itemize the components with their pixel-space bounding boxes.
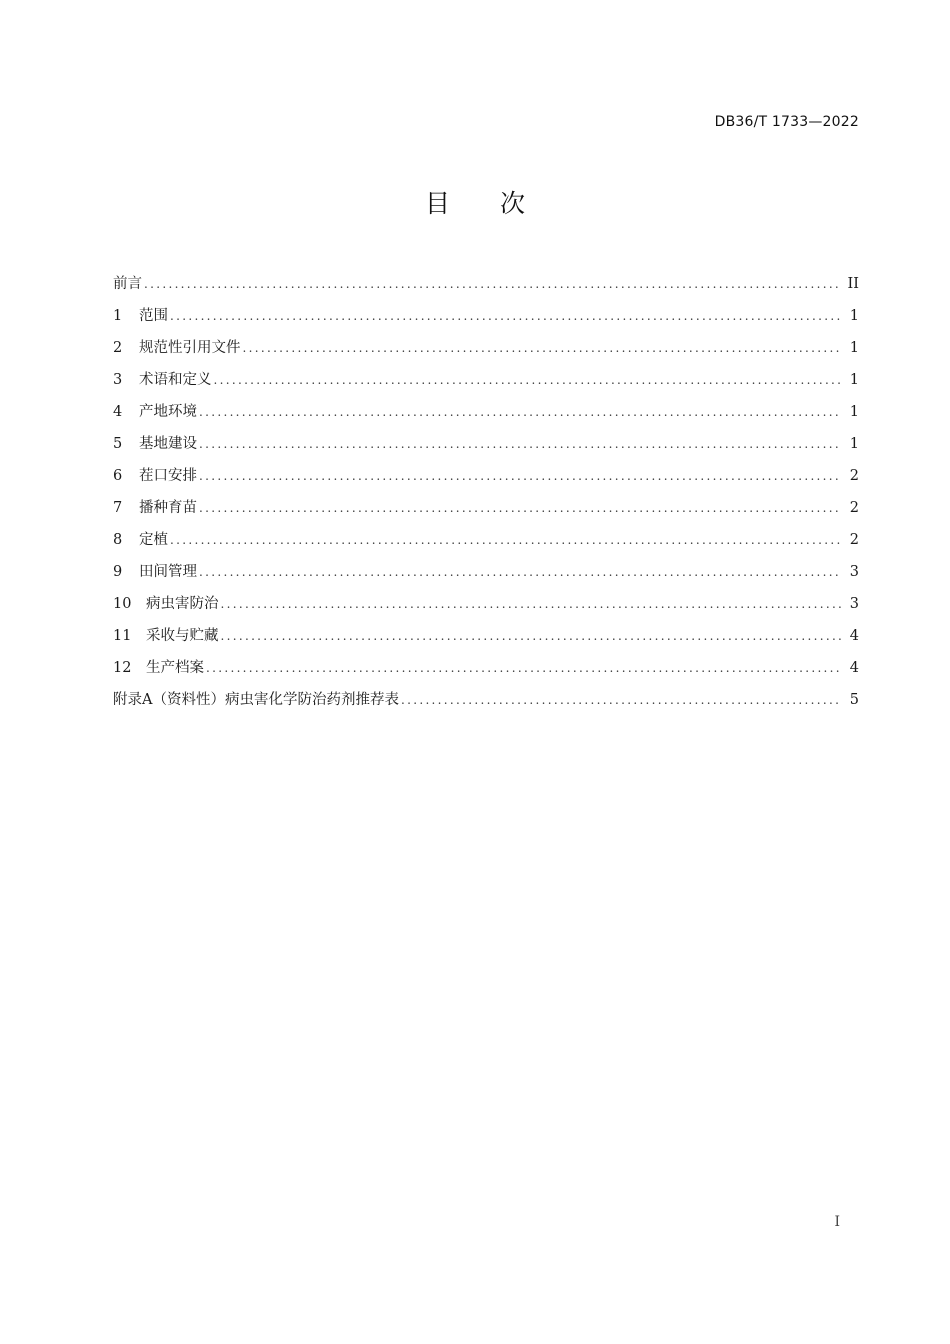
page-number: I	[834, 1214, 840, 1230]
toc-page-number: 4	[849, 660, 859, 676]
toc-page-number: 1	[849, 308, 859, 324]
toc-dot-leader	[214, 364, 842, 396]
page-title	[0, 184, 950, 220]
toc-entry-12[interactable]	[113, 652, 859, 684]
toc-entry-2[interactable]	[113, 332, 859, 364]
toc-entry-label	[113, 492, 197, 524]
toc-entry-7[interactable]	[113, 492, 859, 524]
toc-entry-label	[113, 556, 197, 588]
toc-section-number: 4	[113, 404, 123, 420]
toc-dot-leader	[199, 492, 841, 524]
toc-entry-label	[113, 652, 204, 684]
toc-dot-leader	[221, 620, 842, 652]
toc-page-number: 3	[849, 596, 859, 612]
toc-section-number: 2	[113, 340, 123, 356]
toc-page-number: 1	[849, 404, 859, 420]
toc-section-title: 茬口安排	[139, 468, 197, 484]
toc-dot-leader	[206, 652, 841, 684]
toc-section-number: 1	[113, 308, 123, 324]
toc-section-number: 5	[113, 436, 123, 452]
toc-section-title: 播种育苗	[139, 500, 197, 516]
toc-entry-label	[113, 300, 168, 332]
toc-section-title: 术语和定义	[139, 372, 212, 388]
toc-section-title: 规范性引用文件	[139, 340, 241, 356]
toc-section-title: 产地环境	[139, 404, 197, 420]
toc-section-number: 12	[113, 660, 132, 676]
toc-entry-3[interactable]	[113, 364, 859, 396]
toc-section-number: 11	[113, 628, 132, 644]
toc-page-number: 5	[849, 692, 859, 708]
toc-page-number: II	[847, 276, 859, 292]
table-of-contents	[113, 268, 859, 716]
toc-entry-label: 附录A（资料性）病虫害化学防治药剂推荐表	[113, 692, 399, 708]
toc-entry-5[interactable]	[113, 428, 859, 460]
toc-entry-1[interactable]	[113, 300, 859, 332]
page-title-char-1: 目	[424, 189, 450, 218]
document-code: DB36/T 1733—2022	[714, 114, 859, 130]
toc-section-title: 范围	[139, 308, 168, 324]
toc-entry-label	[113, 524, 168, 556]
toc-section-number: 3	[113, 372, 123, 388]
toc-entry-6[interactable]	[113, 460, 859, 492]
toc-dot-leader	[199, 396, 841, 428]
toc-dot-leader	[199, 428, 841, 460]
toc-section-title: 采收与贮藏	[146, 628, 219, 644]
toc-dot-leader	[199, 556, 841, 588]
toc-entry-11[interactable]	[113, 620, 859, 652]
page-title-char-2: 次	[500, 189, 526, 218]
toc-section-title: 基地建设	[139, 436, 197, 452]
toc-entry-9[interactable]	[113, 556, 859, 588]
toc-entry-label	[113, 428, 197, 460]
toc-section-title: 病虫害防治	[146, 596, 219, 612]
toc-section-title: 生产档案	[146, 660, 204, 676]
toc-page-number: 1	[849, 436, 859, 452]
toc-entry-10[interactable]	[113, 588, 859, 620]
toc-dot-leader	[221, 588, 842, 620]
toc-page-number: 2	[849, 500, 859, 516]
toc-page-number: 3	[849, 564, 859, 580]
toc-page-number: 1	[849, 340, 859, 356]
toc-section-number: 7	[113, 500, 123, 516]
toc-page-number: 1	[849, 372, 859, 388]
toc-entry-appendix-a[interactable]	[113, 684, 859, 716]
toc-entry-label	[113, 588, 219, 620]
toc-entry-label	[113, 332, 241, 364]
toc-dot-leader	[144, 268, 841, 300]
toc-entry-label	[113, 364, 212, 396]
toc-entry-label	[113, 396, 197, 428]
toc-dot-leader	[170, 524, 841, 556]
toc-section-number: 10	[113, 596, 132, 612]
toc-section-number: 9	[113, 564, 123, 580]
toc-page-number: 4	[849, 628, 859, 644]
toc-entry-4[interactable]	[113, 396, 859, 428]
toc-entry-8[interactable]	[113, 524, 859, 556]
toc-entry-label	[113, 460, 197, 492]
toc-section-number: 6	[113, 468, 123, 484]
toc-entry-label	[113, 620, 219, 652]
toc-dot-leader	[401, 684, 841, 716]
toc-section-title: 田间管理	[139, 564, 197, 580]
toc-section-title: 定植	[139, 532, 168, 548]
toc-dot-leader	[170, 300, 841, 332]
toc-entry-foreword[interactable]	[113, 268, 859, 300]
toc-entry-label: 前言	[113, 276, 142, 292]
toc-dot-leader	[199, 460, 841, 492]
toc-dot-leader	[243, 332, 842, 364]
toc-page-number: 2	[849, 468, 859, 484]
toc-section-number: 8	[113, 532, 123, 548]
toc-page-number: 2	[849, 532, 859, 548]
